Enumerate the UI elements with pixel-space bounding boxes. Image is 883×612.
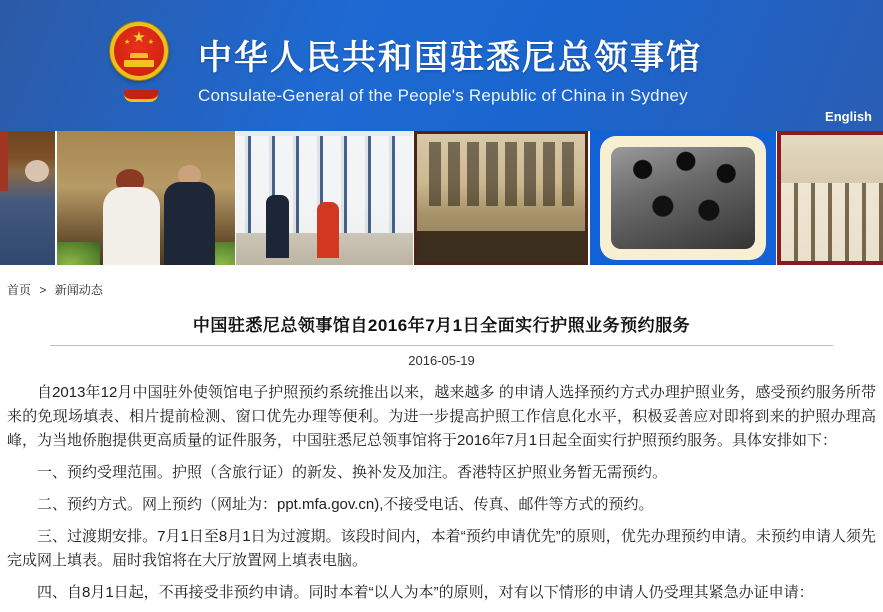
breadcrumb: [7, 281, 876, 298]
banner-photo-4: [414, 131, 588, 265]
photo-detail: [417, 231, 585, 262]
photo-detail: [25, 160, 49, 182]
emblem-star-icon: ★: [147, 39, 154, 46]
emblem-gate-icon: [130, 53, 148, 58]
photo-detail: [0, 131, 8, 191]
banner-photo-2: [57, 131, 235, 265]
photo-detail: [422, 142, 580, 206]
photo-frame: [600, 136, 766, 261]
photo-detail: [781, 183, 883, 261]
site-title-english: Consulate-General of the People's Republic of China in Sydney: [198, 86, 688, 105]
photo-detail: [266, 195, 289, 258]
photo-banner: [0, 131, 883, 265]
banner-photo-5: [590, 131, 776, 265]
emblem-gate-icon: [124, 60, 154, 67]
photo-detail: [103, 187, 160, 265]
photo-detail: [164, 182, 216, 265]
emblem-star-icon: ★: [132, 29, 146, 46]
language-link-english[interactable]: English: [825, 109, 872, 124]
photo-detail: [317, 202, 338, 258]
article-date: 2016-05-19: [408, 353, 475, 368]
photo-detail: [57, 242, 100, 265]
main-content: [0, 281, 883, 605]
emblem-star-icon: ★: [124, 39, 131, 46]
article-paragraph: 二、预约方式。网上预约（网址为：ppt.mfa.gov.cn),不接受电话、传真、邮件等方式的预约。: [37, 496, 654, 513]
article-paragraph: 自2013年12月中国驻外使领馆电子护照预约系统推出以来，越来越多 的申请人选择预约方式办理护照业务，感受预约服务所带来的免现场填表、相片提前检测、窗口优先办理等便利。为进一步提高护照工作信息化水平，积极妥善应对即将到来的护照办理高峰，为当地侨胞提供更高质量的证件服务，中国驻悉尼总领事馆将于2016年7月1日起全面实行护照预约服务。具体安排如下：: [7, 384, 876, 449]
banner-photo-3: [236, 131, 413, 265]
site-header: [0, 0, 883, 131]
title-divider: [50, 345, 833, 346]
banner-photo-6: [777, 131, 883, 265]
article-paragraph: 一、预约受理范围。护照（含旅行证）的新发、换补发及加注。香港特区护照业务暂无需预约。: [37, 464, 668, 481]
breadcrumb-home[interactable]: 首页: [7, 283, 32, 297]
article-paragraph: 三、过渡期安排。7月1日至8月1日为过渡期。该段时间内，本着“预约申请优先”的原则，优先办理预约申请。未预约申请人须先完成网上填表。届时我馆将在大厅放置网上填表电脑。: [7, 528, 876, 569]
breadcrumb-separator: >: [39, 283, 47, 297]
article-body: [7, 381, 876, 605]
article-paragraph: 四、自8月1日起，不再接受非预约申请。同时本着“以人为本”的原则，对有以下情形的申请人仍受理其紧急办证申请：: [37, 584, 814, 601]
national-emblem-icon: [110, 22, 172, 104]
photo-detail: [611, 147, 755, 249]
emblem-ribbon-icon: [124, 90, 158, 102]
emblem-circle: [110, 22, 168, 80]
article-title: 中国驻悉尼总领事馆自2016年7月1日全面实行护照业务预约服务: [192, 316, 691, 335]
site-title-chinese: 中华人民共和国驻悉尼总领事馆: [198, 39, 702, 77]
banner-photo-1: [0, 131, 55, 265]
header-titles: [198, 30, 702, 106]
breadcrumb-current[interactable]: 新闻动态: [54, 283, 103, 297]
